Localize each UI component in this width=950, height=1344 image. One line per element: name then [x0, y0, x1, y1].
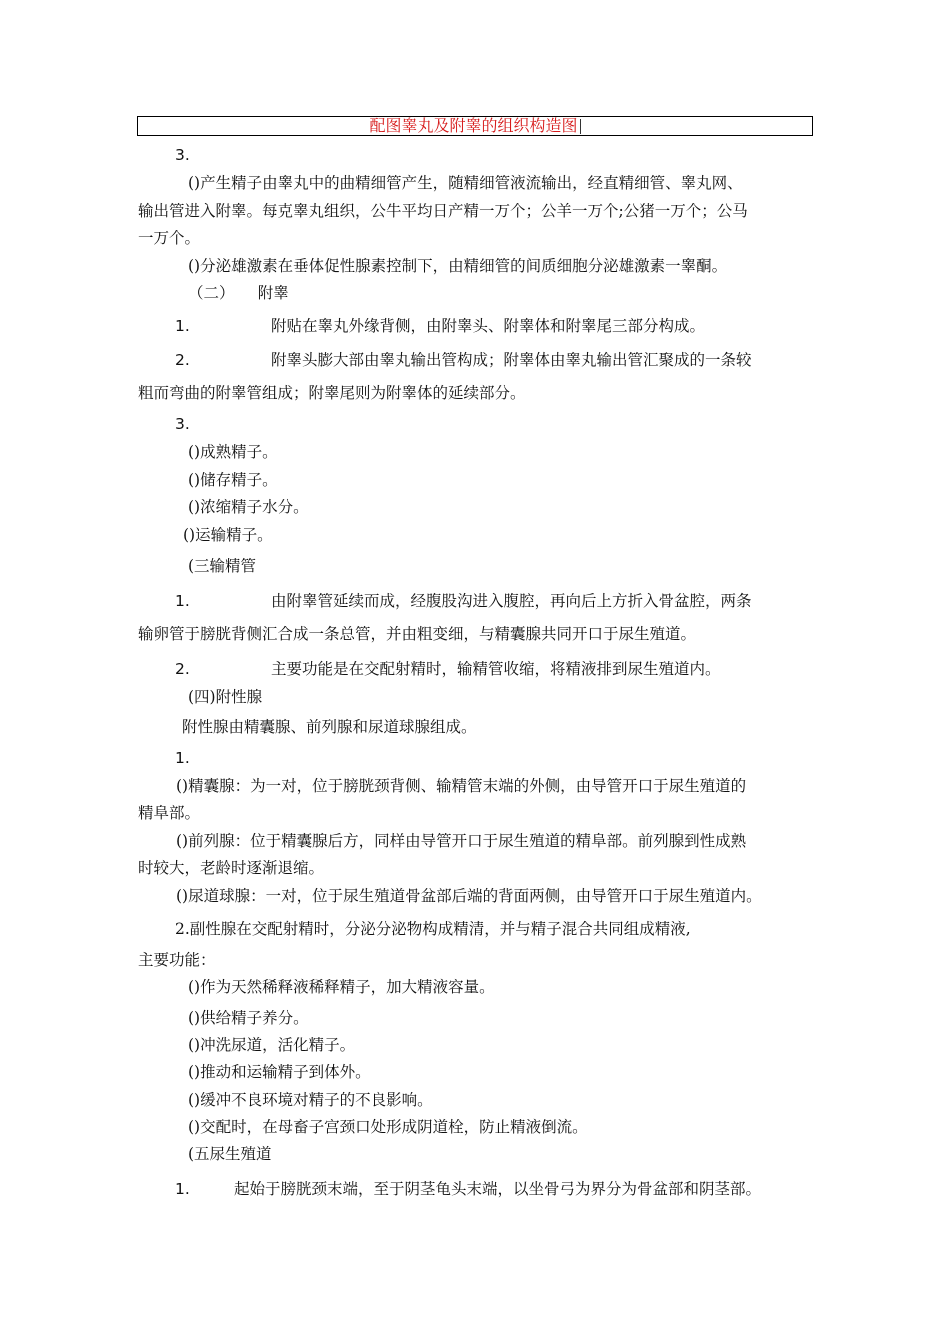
paragraph-line: 主要功能： [138, 951, 216, 969]
paragraph-line: 时较大，老龄时逐渐退缩。 [138, 859, 325, 877]
paragraph-line: 附睾头膨大部由睾丸输出管构成；附睾体由睾丸输出管汇聚成的一条较 [271, 351, 752, 369]
paragraph-line: 粗而弯曲的附睾管组成；附睾尾则为附睾体的延续部分。 [138, 384, 526, 402]
paragraph-line: 2.副性腺在交配射精时，分泌分泌物构成精清，并与精子混合共同组成精液, [175, 920, 691, 938]
paragraph-line: ()分泌雄激素在垂体促性腺素控制下，由精细管的间质细胞分泌雄激素一睾酮。 [188, 257, 728, 275]
section-number: 3. [175, 146, 190, 164]
list-item: ()冲洗尿道，活化精子。 [188, 1036, 356, 1054]
paragraph-line: 由附睾管延续而成，经腹股沟进入腹腔，再向后上方折入骨盆腔，两条 [271, 592, 752, 610]
paragraph-line: ()尿道球腺：一对，位于尿生殖道骨盆部后端的背面两侧，由导管开口于尿生殖道内。 [176, 887, 762, 905]
list-number: 1. [175, 1180, 190, 1198]
paragraph-line: 附贴在睾丸外缘背侧，由附睾头、附睾体和附睾尾三部分构成。 [271, 317, 706, 335]
figure-caption-box [137, 116, 813, 136]
figure-caption [138, 117, 812, 135]
paragraph-line: 输出管进入附睾。每克睾丸组织，公牛平均日产精一万个；公羊一万个;公猪一万个；公马 [138, 202, 748, 220]
list-number: 3. [175, 415, 190, 433]
paragraph-line: ()精囊腺：为一对，位于膀胱颈背侧、输精管末端的外侧，由导管开口于尿生殖道的 [176, 777, 747, 795]
list-item: ()供给精子养分。 [188, 1009, 309, 1027]
paragraph-line: 主要功能是在交配射精时，输精管收缩，将精液排到尿生殖道内。 [271, 660, 721, 678]
text-cursor [580, 119, 581, 134]
list-item: ()运输精子。 [183, 526, 273, 544]
paragraph-line: ()产生精子由睾丸中的曲精细管产生，随精细管液流输出，经直精细管、睾丸网、 [188, 174, 743, 192]
list-number: 1. [175, 592, 190, 610]
paragraph-line: 附性腺由精囊腺、前列腺和尿道球腺组成。 [182, 718, 477, 736]
section-heading: （二） 附睾 [188, 284, 289, 302]
paragraph-line: 输卵管于膀胱背侧汇合成一条总管，并由粗变细，与精囊腺共同开口于尿生殖道。 [138, 625, 697, 643]
paragraph-line: 精阜部。 [138, 804, 201, 822]
list-item: ()成熟精子。 [188, 443, 278, 461]
list-item: ()交配时，在母畜子宫颈口处形成阴道栓，防止精液倒流。 [188, 1118, 588, 1136]
list-item: ()浓缩精子水分。 [188, 498, 309, 516]
list-item: ()作为天然稀释液稀释精子，加大精液容量。 [188, 978, 495, 996]
list-item: ()推动和运输精子到体外。 [188, 1063, 371, 1081]
list-number: 2. [175, 351, 190, 369]
paragraph-line: 一万个。 [138, 229, 201, 247]
list-item: ()储存精子。 [188, 471, 278, 489]
section-heading: (三输精管 [188, 557, 257, 575]
list-number: 1. [175, 317, 190, 335]
section-heading: (五尿生殖道 [188, 1145, 272, 1163]
paragraph-line: 起始于膀胱颈末端，至于阴茎龟头末端，以坐骨弓为界分为骨盆部和阴茎部。 [234, 1180, 762, 1198]
list-item: ()缓冲不良环境对精子的不良影响。 [188, 1091, 433, 1109]
list-number: 1. [175, 749, 190, 767]
paragraph-line: ()前列腺：位于精囊腺后方，同样由导管开口于尿生殖道的精阜部。前列腺到性成熟 [176, 832, 747, 850]
list-number: 2. [175, 660, 190, 678]
figure-caption-text: 配图睾丸及附睾的组织构造图 [369, 116, 578, 135]
section-heading: (四)附性腺 [188, 688, 263, 706]
